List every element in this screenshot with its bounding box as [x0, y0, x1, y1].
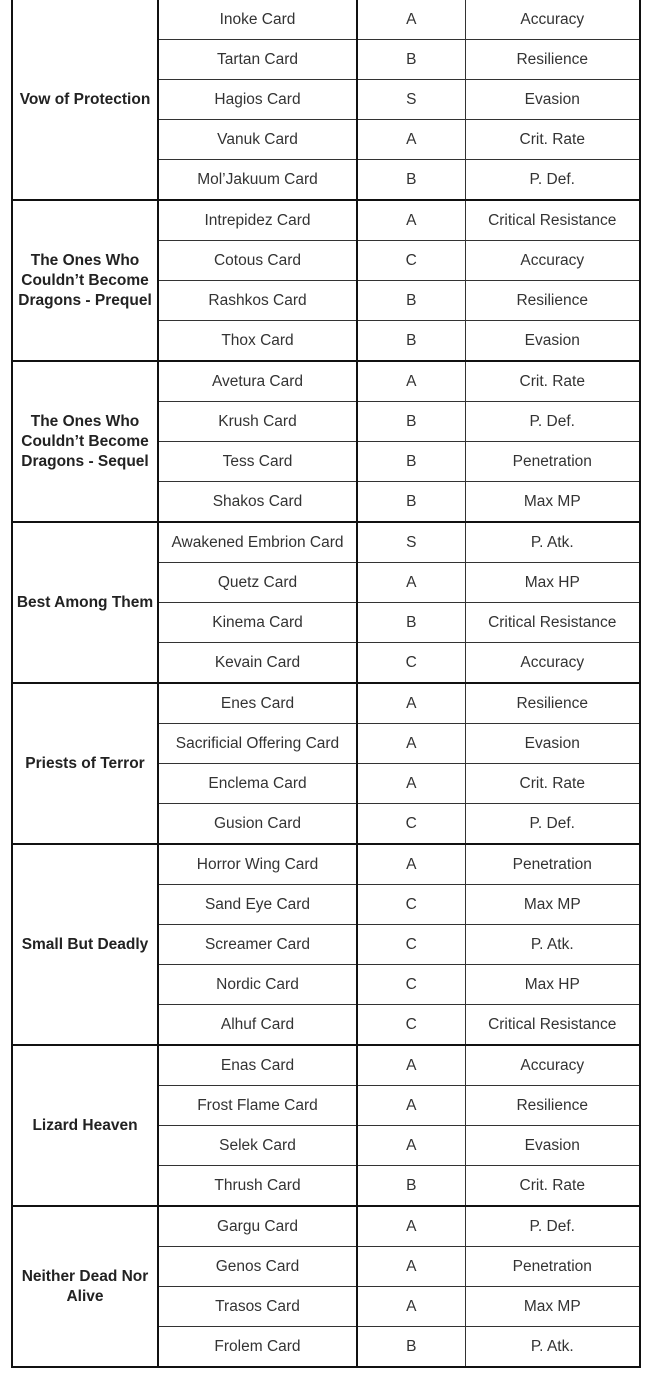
card-grade: A: [357, 1086, 465, 1126]
card-grade: C: [357, 241, 465, 281]
card-name: Gusion Card: [158, 804, 357, 845]
card-set-name: The Ones Who Couldn’t Become Dragons - Sequel: [12, 361, 158, 522]
card-stat: Critical Resistance: [465, 200, 640, 241]
card-name: Kinema Card: [158, 603, 357, 643]
card-grade: C: [357, 1005, 465, 1046]
card-name: Hagios Card: [158, 80, 357, 120]
card-name: Tess Card: [158, 442, 357, 482]
card-stat: P. Atk.: [465, 522, 640, 563]
card-grade: A: [357, 683, 465, 724]
card-name: Screamer Card: [158, 925, 357, 965]
card-grade: A: [357, 361, 465, 402]
card-name: Vanuk Card: [158, 120, 357, 160]
card-name: Sacrificial Offering Card: [158, 724, 357, 764]
card-stat: Crit. Rate: [465, 1166, 640, 1207]
card-stat: Penetration: [465, 844, 640, 885]
card-grade: B: [357, 281, 465, 321]
card-stat: Crit. Rate: [465, 361, 640, 402]
card-set-name: Neither Dead Nor Alive: [12, 1206, 158, 1367]
card-grade: C: [357, 643, 465, 684]
card-stat: P. Atk.: [465, 1327, 640, 1368]
card-stat: Evasion: [465, 321, 640, 362]
card-stat: Evasion: [465, 724, 640, 764]
card-set-name: Small But Deadly: [12, 844, 158, 1045]
card-stat: Penetration: [465, 442, 640, 482]
card-grade: A: [357, 764, 465, 804]
card-stat: Resilience: [465, 683, 640, 724]
card-stat: Evasion: [465, 1126, 640, 1166]
card-stat: Accuracy: [465, 241, 640, 281]
card-grade: A: [357, 563, 465, 603]
card-grade: A: [357, 200, 465, 241]
card-stat: Max MP: [465, 482, 640, 523]
card-stat: P. Def.: [465, 1206, 640, 1247]
card-name: Enas Card: [158, 1045, 357, 1086]
card-row: [12, 1206, 640, 1247]
card-grade: A: [357, 0, 465, 40]
card-grade: B: [357, 160, 465, 201]
card-stat: Resilience: [465, 40, 640, 80]
card-stat: P. Def.: [465, 402, 640, 442]
card-name: Shakos Card: [158, 482, 357, 523]
card-stat: Max HP: [465, 563, 640, 603]
card-stat: Resilience: [465, 1086, 640, 1126]
card-set-name: Vow of Protection: [12, 0, 158, 200]
card-name: Sand Eye Card: [158, 885, 357, 925]
card-name: Rashkos Card: [158, 281, 357, 321]
card-stat: Accuracy: [465, 643, 640, 684]
card-name: Intrepidez Card: [158, 200, 357, 241]
card-grade: A: [357, 1287, 465, 1327]
card-row: [12, 1045, 640, 1086]
card-name: Nordic Card: [158, 965, 357, 1005]
card-row: [12, 361, 640, 402]
card-grade: A: [357, 1045, 465, 1086]
card-grade: S: [357, 522, 465, 563]
card-grade: B: [357, 603, 465, 643]
card-name: Alhuf Card: [158, 1005, 357, 1046]
card-row: [12, 522, 640, 563]
card-name: Trasos Card: [158, 1287, 357, 1327]
card-stat: P. Def.: [465, 804, 640, 845]
card-stat: P. Def.: [465, 160, 640, 201]
card-stat: Max MP: [465, 885, 640, 925]
card-grade: C: [357, 885, 465, 925]
card-grade: B: [357, 402, 465, 442]
card-grade: B: [357, 482, 465, 523]
card-row: [12, 683, 640, 724]
card-grade: C: [357, 804, 465, 845]
card-grade: C: [357, 925, 465, 965]
card-row: [12, 200, 640, 241]
card-name: Tartan Card: [158, 40, 357, 80]
card-name: Inoke Card: [158, 0, 357, 40]
card-name: Mol’Jakuum Card: [158, 160, 357, 201]
card-set-name: Lizard Heaven: [12, 1045, 158, 1206]
card-stat: P. Atk.: [465, 925, 640, 965]
card-set-table-body: [12, 0, 640, 1367]
card-name: Enclema Card: [158, 764, 357, 804]
card-name: Awakened Embrion Card: [158, 522, 357, 563]
card-grade: S: [357, 80, 465, 120]
card-name: Frost Flame Card: [158, 1086, 357, 1126]
card-stat: Crit. Rate: [465, 120, 640, 160]
card-name: Avetura Card: [158, 361, 357, 402]
card-name: Frolem Card: [158, 1327, 357, 1368]
card-row: [12, 0, 640, 40]
card-name: Cotous Card: [158, 241, 357, 281]
card-stat: Crit. Rate: [465, 764, 640, 804]
card-name: Gargu Card: [158, 1206, 357, 1247]
card-name: Kevain Card: [158, 643, 357, 684]
card-stat: Resilience: [465, 281, 640, 321]
card-set-table: [11, 0, 641, 1368]
card-stat: Max MP: [465, 1287, 640, 1327]
card-grade: B: [357, 1327, 465, 1368]
card-name: Selek Card: [158, 1126, 357, 1166]
card-name: Enes Card: [158, 683, 357, 724]
card-grade: A: [357, 1126, 465, 1166]
card-grade: B: [357, 442, 465, 482]
card-grade: A: [357, 844, 465, 885]
card-set-name: Priests of Terror: [12, 683, 158, 844]
card-grade: A: [357, 1247, 465, 1287]
card-stat: Max HP: [465, 965, 640, 1005]
card-row: [12, 844, 640, 885]
card-name: Thrush Card: [158, 1166, 357, 1207]
card-grade: B: [357, 1166, 465, 1207]
card-stat: Critical Resistance: [465, 1005, 640, 1046]
card-name: Horror Wing Card: [158, 844, 357, 885]
card-stat: Penetration: [465, 1247, 640, 1287]
card-grade: A: [357, 1206, 465, 1247]
card-name: Thox Card: [158, 321, 357, 362]
card-stat: Accuracy: [465, 0, 640, 40]
card-grade: B: [357, 321, 465, 362]
card-stat: Critical Resistance: [465, 603, 640, 643]
card-set-name: Best Among Them: [12, 522, 158, 683]
card-set-name: The Ones Who Couldn’t Become Dragons - Prequel: [12, 200, 158, 361]
card-stat: Evasion: [465, 80, 640, 120]
card-grade: A: [357, 120, 465, 160]
card-grade: A: [357, 724, 465, 764]
card-name: Genos Card: [158, 1247, 357, 1287]
card-grade: B: [357, 40, 465, 80]
card-name: Quetz Card: [158, 563, 357, 603]
card-stat: Accuracy: [465, 1045, 640, 1086]
card-grade: C: [357, 965, 465, 1005]
card-name: Krush Card: [158, 402, 357, 442]
